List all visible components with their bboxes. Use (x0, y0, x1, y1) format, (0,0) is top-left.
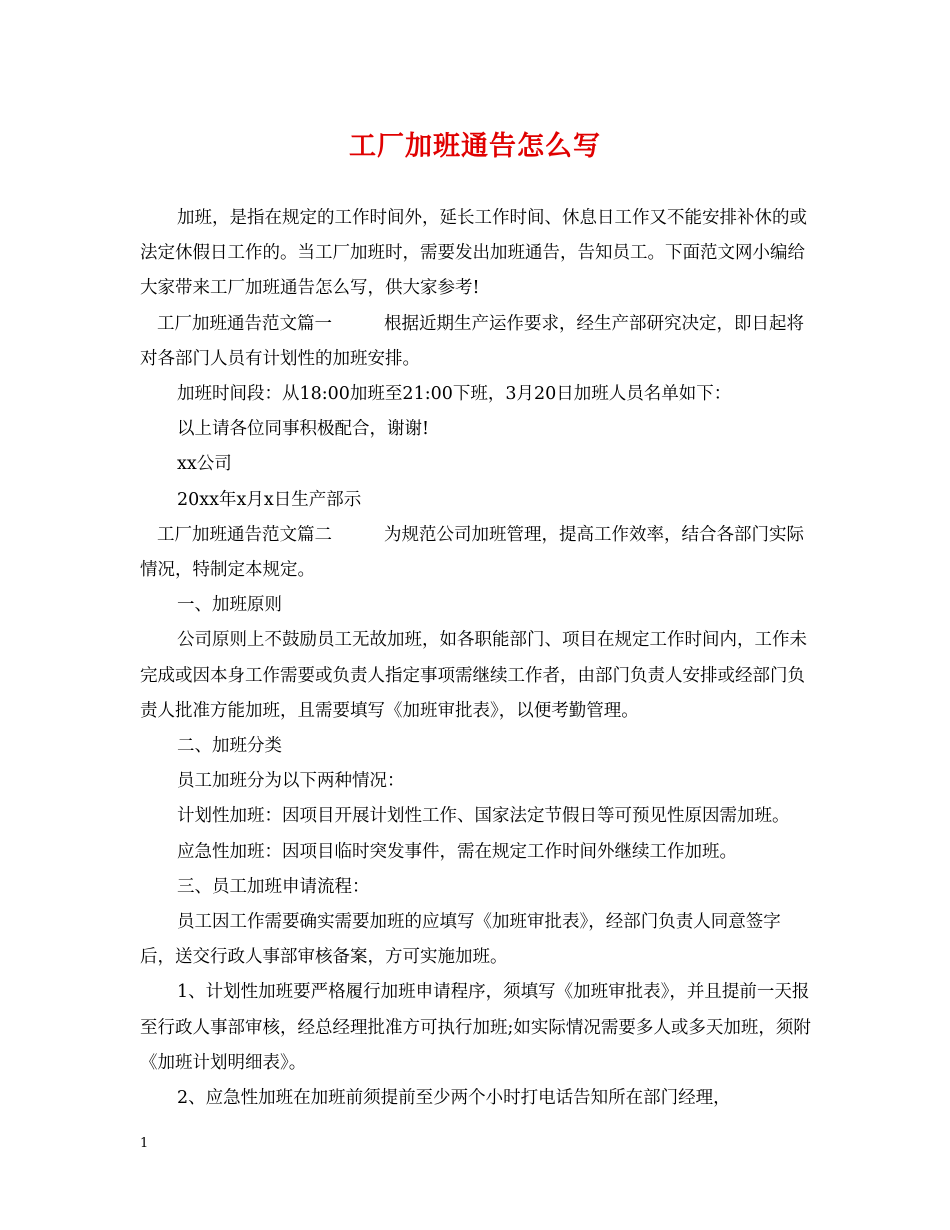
sample2-text: 为规范公司加班管理，提高工作效率，结合各部门实际情况，特制定本规定。 (140, 524, 804, 581)
document-title: 工厂加班通告怎么写 (349, 131, 601, 162)
sample2-heading: 工厂加班通告范文篇二 (157, 524, 332, 545)
sample1-time: 加班时间段：从18:00加班至21:00下班，3月20日加班人员名单如下： (177, 384, 732, 405)
section2-intro: 员工加班分为以下两种情况： (177, 771, 405, 792)
sample1-company: xx公司 (177, 454, 232, 475)
sample1-text: 根据近期生产运作要求，经生产部研究决定，即日起将对各部门人员有计划性的加班安排。 (140, 313, 804, 369)
section2-title: 二、加班分类 (177, 736, 282, 757)
section2-item1: 计划性加班：因项目开展计划性工作、国家法定节假日等可预见性原因需加班。 (177, 806, 790, 827)
section3-item1: 1、计划性加班要严格履行加班申请程序，须填写《加班审批表》，并且提前一天报至行政人事部审核，经总经理批准方可执行加班;如实际情况需要多人或多天加班，须附《加班计划明细表》。 (140, 982, 811, 1073)
sample2-paragraph (140, 518, 812, 588)
section1-text: 公司原则上不鼓励员工无故加班，如各职能部门、项目在规定工作时间内，工作未完成或因本身工作需要或负责人指定事项需继续工作者，由部门负责人安排或经部门负责人批准方能加班，且需要填写《加班审批表》，以便考勤管理。 (140, 630, 807, 721)
section3-text: 员工因工作需要确实需要加班的应填写《加班审批表》，经部门负责人同意签字后，送交行政人事部审核备案，方可实施加班。 (140, 912, 781, 968)
section2-item2: 应急性加班：因项目临时突发事件，需在规定工作时间外继续工作加班。 (177, 841, 737, 862)
section3-title: 三、员工加班申请流程： (177, 876, 370, 897)
sample1-heading: 工厂加班通告范文篇一 (157, 313, 332, 334)
section1-title: 一、加班原则 (177, 595, 282, 616)
intro-paragraph: 加班，是指在规定的工作时间外，延长工作时间、休息日工作又不能安排补休的或法定休假日工作的。当工厂加班时，需要发出加班通告，告知员工。下面范文网小编给大家带来工厂加班通告怎么写，供大家参考! (140, 208, 807, 299)
sample1-date: 20xx年x月x日生产部示 (177, 489, 362, 510)
page-number: 1 (140, 1136, 149, 1151)
section3-item2: 2、应急性加班在加班前须提前至少两个小时打电话告知所在部门经理， (177, 1088, 731, 1109)
document-body (140, 201, 812, 1116)
sample1-paragraph (140, 307, 812, 377)
sample1-thanks: 以上请各位同事积极配合，谢谢! (177, 419, 430, 440)
